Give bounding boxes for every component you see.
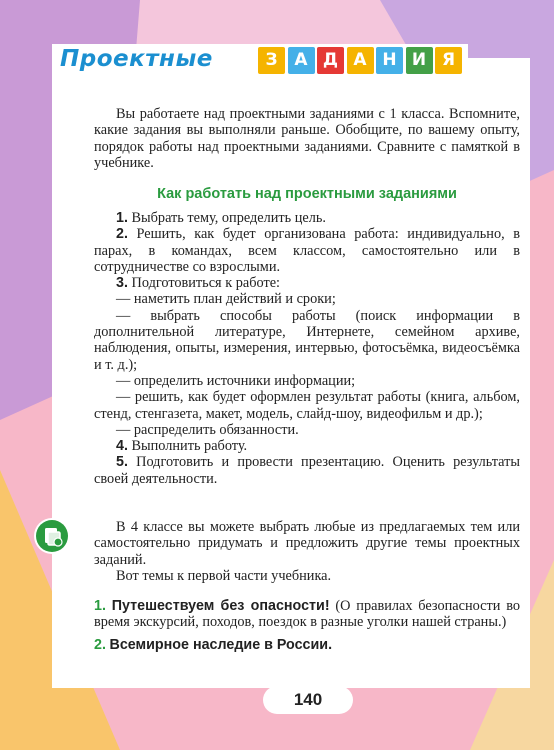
- title-word: Проектные: [60, 46, 213, 72]
- step-number: 1.: [116, 210, 128, 226]
- step-item: [94, 389, 520, 422]
- para2-text: В 4 классе вы можете выбрать любые из предлагаемых тем или самостоятельно придумать и предложить другие темы проектных заданий.: [94, 519, 520, 568]
- step-text: Подготовить и провести презентацию. Оценить результаты своей деятельности.: [94, 454, 521, 487]
- title-letter-tile: И: [406, 47, 433, 74]
- step-text: Решить, как будет организована работа: индивидуально, в парах, в командах, всем классом, самостоятельно или в сотрудничестве со взрослыми.: [94, 226, 520, 275]
- step-text: Подготовиться к работе:: [131, 275, 281, 292]
- topic-number: 1.: [94, 598, 106, 614]
- step-item: [94, 308, 520, 373]
- step-number: 3.: [116, 275, 128, 292]
- step-number: 4.: [116, 438, 128, 455]
- title-letter-tile: Д: [317, 47, 344, 74]
- title-letter-tile: А: [288, 47, 315, 74]
- page-number: 140: [263, 686, 353, 714]
- intro-paragraph: [94, 106, 520, 171]
- step-number: 5.: [116, 454, 128, 471]
- topic-description: (О правилах безопасности во время экскурсий, походов, поездок в разные уголки нашей страны.): [94, 598, 520, 631]
- project-icon: [34, 518, 70, 554]
- section-heading: Как работать над проектными заданиями: [157, 186, 457, 202]
- topic-number: 2.: [94, 636, 106, 653]
- step-item: [94, 454, 520, 487]
- step-text: Выполнить работу.: [131, 438, 248, 455]
- themes-intro: [94, 519, 520, 584]
- topic-title: Всемирное наследие в России.: [109, 636, 333, 653]
- step-item: [94, 226, 520, 275]
- step-text: — выбрать способы работы (поиск информации в дополнительной литературе, Интернете, семейном архиве, наблюдения, опыты, измерения, интервью, фотосъёмка, видеосъёмка и т. д.);: [94, 307, 520, 373]
- step-text: — наметить план действий и сроки;: [116, 291, 336, 308]
- steps-list: [94, 210, 520, 487]
- step-item: [94, 373, 520, 389]
- step-item: [94, 291, 520, 307]
- step-text: — решить, как будет оформлен результат работы (книга, альбом, стенд, стенгазета, макет, модель, слайд-шоу, видеофильм и др.);: [94, 389, 520, 422]
- step-item: [94, 275, 520, 291]
- intro-text: Вы работаете над проектными заданиями с 1 класса. Вспомните, какие задания вы выполняли раньше. Обобщите, по вашему опыту, порядок работы над проектными заданиями. Сравните с памяткой в учебнике.: [94, 106, 520, 171]
- title-letter-tile: Я: [435, 47, 462, 74]
- topic-item: [94, 598, 520, 631]
- step-text: Выбрать тему, определить цель.: [131, 210, 326, 226]
- topic-item: [94, 637, 520, 653]
- title-letter-tile: З: [258, 47, 285, 74]
- step-number: 2.: [116, 226, 128, 243]
- step-text: — распределить обязанности.: [116, 421, 299, 438]
- title-letter-tile: А: [347, 47, 374, 74]
- step-item: [94, 210, 520, 226]
- step-item: [94, 438, 520, 454]
- step-text: — определить источники информации;: [116, 372, 356, 389]
- para3-text: Вот темы к первой части учебника.: [116, 567, 332, 584]
- step-item: [94, 422, 520, 438]
- topics-list: [94, 598, 520, 659]
- topic-title: Путешествуем без опасности!: [111, 598, 330, 614]
- title-letter-tile: Н: [376, 47, 403, 74]
